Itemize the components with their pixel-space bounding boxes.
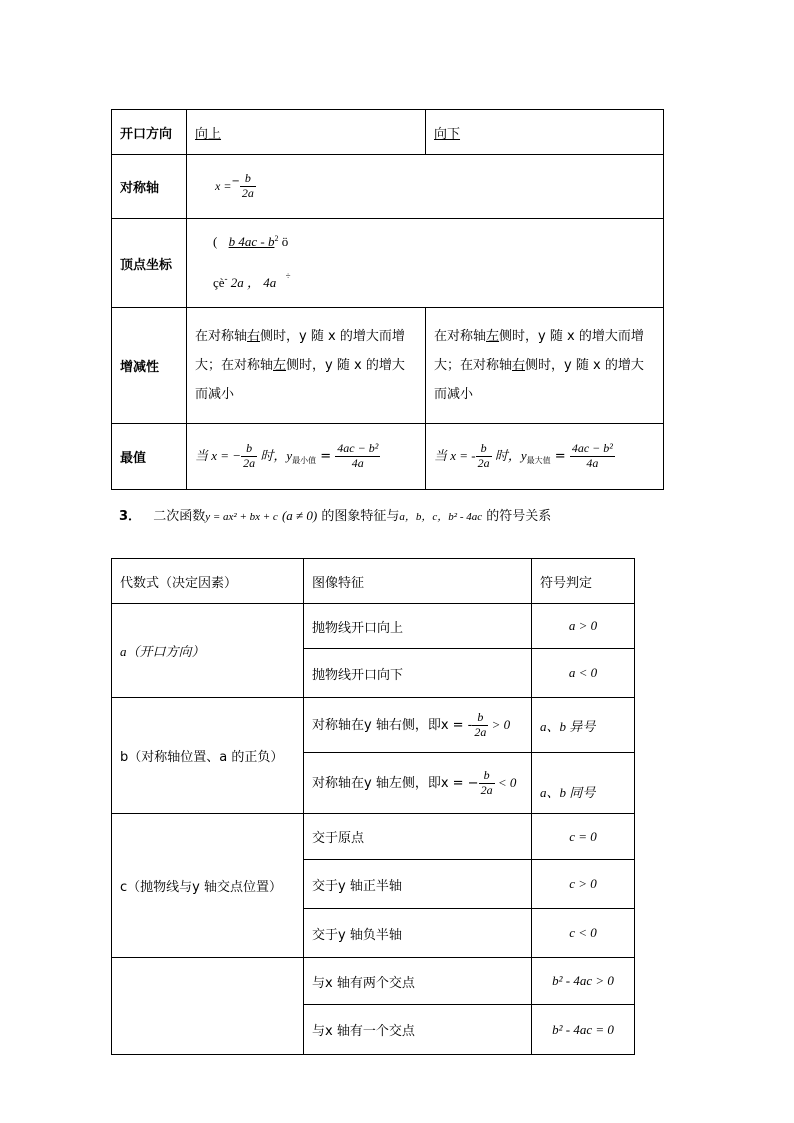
section-3-condition: (a ≠ 0): [281, 508, 318, 523]
min-val-den: 4a: [351, 456, 364, 470]
max-eq: =: [550, 449, 570, 464]
min-sub: 最小值: [292, 456, 317, 465]
label-open-direction: 开口方向: [112, 110, 187, 155]
sign-b-1: a、b 异号: [532, 698, 635, 753]
cell-monotone-up: [187, 308, 426, 424]
min-eq: =: [316, 449, 336, 464]
vertex-sup: 2: [274, 234, 279, 243]
vertex-line-2: [195, 261, 655, 298]
feature-c-2: 交于y 轴正半轴: [304, 860, 532, 909]
sign-d-2: b² - 4ac = 0: [532, 1005, 635, 1055]
min-x-num: b: [241, 442, 257, 457]
vertex-bracket: çè: [213, 275, 225, 290]
section-3-vars: a，b，c，b² - 4ac: [399, 511, 483, 523]
feature-b-2-num: b: [479, 769, 495, 784]
row-extreme: [112, 424, 664, 490]
feature-a-1: 抛物线开口向上: [304, 604, 532, 649]
axis-x: x =: [215, 179, 232, 193]
feature-b-1-den: 2a: [474, 724, 487, 739]
vertex-num: b 4ac - b: [228, 234, 275, 249]
axis-fraction: [240, 172, 256, 201]
max-sub: 最大值: [526, 456, 551, 465]
max-pre: 当 x = -: [434, 448, 476, 463]
vertex-tail1: ö: [278, 234, 289, 249]
mono-up-end: 侧时，y 随 x 的增大而减小: [195, 358, 405, 402]
cell-monotone-down: [426, 308, 664, 424]
parabola-properties-table: [111, 109, 664, 490]
max-val-den: 4a: [586, 456, 599, 470]
feature-b-2: [304, 753, 532, 814]
max-mid: 时，y: [491, 448, 527, 463]
label-a: a（开口方向）: [112, 604, 304, 698]
feature-b-2-rel: < 0: [494, 774, 517, 790]
min-mid: 时，y: [257, 448, 293, 463]
row-open-direction: [112, 110, 664, 155]
min-pre: 当 x = −: [195, 448, 242, 463]
min-x-den: 2a: [243, 456, 256, 470]
row-vertex: [112, 219, 664, 308]
max-val-num: 4ac − b²: [571, 441, 613, 456]
max-value-fraction: [570, 442, 615, 471]
axis-num: b: [240, 172, 256, 187]
row-c-1: [112, 814, 635, 860]
section-3-heading: [119, 505, 551, 524]
mono-up-right: 右: [247, 329, 261, 344]
axis-den: 2a: [241, 186, 254, 200]
cell-open-down: [426, 110, 664, 155]
max-x-num: b: [476, 442, 492, 457]
vertex-tail2: ÷: [285, 271, 291, 281]
sign-a-1: a > 0: [532, 604, 635, 649]
vertex-minus: -: [224, 273, 228, 284]
sign-d-1: b² - 4ac > 0: [532, 958, 635, 1005]
label-vertex: 顶点坐标: [112, 219, 187, 308]
label-axis: 对称轴: [112, 155, 187, 219]
cell-extreme-min: [187, 424, 426, 490]
feature-b-2-den: 2a: [480, 782, 493, 797]
vertex-paren: (: [213, 234, 218, 249]
feature-b-1: [304, 698, 532, 753]
header-feature: 图像特征: [304, 559, 532, 604]
feature-a-2: 抛物线开口向下: [304, 649, 532, 698]
min-value-fraction: [335, 442, 380, 471]
header-algebraic: 代数式（决定因素）: [112, 559, 304, 604]
sign-c-3: c < 0: [532, 909, 635, 958]
label-extreme: 最值: [112, 424, 187, 490]
label-b: b（对称轴位置、a 的正负）: [112, 698, 304, 814]
section-3-formula: y = ax² + bx + c: [205, 511, 278, 523]
open-down-text: 向下: [434, 126, 461, 142]
min-x-fraction: [241, 442, 257, 471]
table2-header-row: [112, 559, 635, 604]
feature-b-1-rel: > 0: [488, 716, 511, 732]
feature-b-1-text: 对称轴在y 轴右侧，即x = -: [312, 717, 473, 733]
feature-b-1-fraction: [472, 711, 488, 740]
feature-d-2: 与x 轴有一个交点: [304, 1005, 532, 1055]
label-d: [112, 958, 304, 1055]
feature-c-3: 交于y 轴负半轴: [304, 909, 532, 958]
section-3-text-b: 的图象特征与: [317, 509, 400, 524]
mono-down-pre: 在对称轴: [434, 329, 487, 344]
label-c: c（抛物线与y 轴交点位置）: [112, 814, 304, 958]
cell-extreme-max: [426, 424, 664, 490]
section-3-text-c: 的符号关系: [482, 509, 552, 524]
row-monotonicity: [112, 308, 664, 424]
mono-down-mid: 侧时，y 随 x 的增大而增大；在对称轴: [434, 329, 644, 373]
open-up-text: 向上: [195, 126, 222, 142]
sign-a-2: a < 0: [532, 649, 635, 698]
axis-minus: −: [231, 176, 240, 187]
feature-b-1-num: b: [472, 711, 488, 726]
section-3-number: 3．: [119, 509, 142, 524]
vertex-line-1: [195, 228, 655, 253]
feature-c-1: 交于原点: [304, 814, 532, 860]
mono-up-pre: 在对称轴: [195, 329, 248, 344]
row-a-1: [112, 604, 635, 649]
row-d-1: [112, 958, 635, 1005]
section-3-text-a: 二次函数: [153, 509, 206, 524]
feature-d-1: 与x 轴有两个交点: [304, 958, 532, 1005]
max-x-den: 2a: [477, 456, 490, 470]
cell-open-up: [187, 110, 426, 155]
mono-up-left: 左: [273, 358, 287, 373]
sign-c-1: c = 0: [532, 814, 635, 860]
row-axis: [112, 155, 664, 219]
label-monotonicity: 增减性: [112, 308, 187, 424]
mono-down-right: 右: [512, 358, 526, 373]
vertex-den: 2a ， 4a: [227, 275, 277, 290]
feature-b-2-fraction: [479, 769, 495, 798]
sign-relationship-table: [111, 558, 635, 1055]
min-val-num: 4ac − b²: [337, 441, 379, 456]
max-x-fraction: [476, 442, 492, 471]
row-b-1: [112, 698, 635, 753]
cell-vertex-formula: [187, 219, 664, 308]
mono-up-mid: 侧时，y 随 x 的增大而增大；在对称轴: [195, 329, 405, 373]
header-sign: 符号判定: [532, 559, 635, 604]
cell-axis-formula: [187, 155, 664, 219]
mono-down-left: 左: [486, 329, 500, 344]
feature-b-2-text: 对称轴在y 轴左侧，即x = −: [312, 775, 479, 791]
sign-c-2: c > 0: [532, 860, 635, 909]
sign-b-2: a、b 同号: [532, 753, 635, 814]
mono-down-end: 侧时，y 随 x 的增大而减小: [434, 358, 644, 402]
